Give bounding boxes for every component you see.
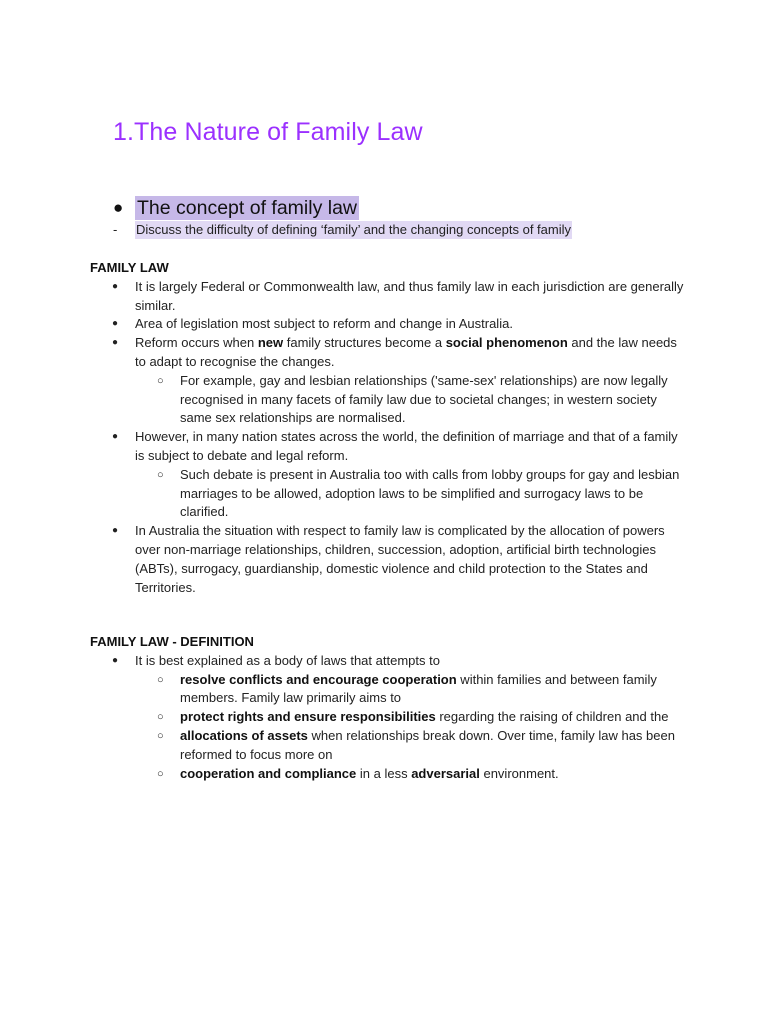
list-item — [90, 334, 690, 428]
sub-list-item — [135, 727, 690, 765]
bullet-marker: ● — [112, 318, 119, 330]
list-item — [90, 278, 690, 316]
sub-list-item — [135, 466, 690, 522]
family-law-heading: FAMILY LAW — [90, 260, 169, 275]
sub-list-item — [135, 765, 690, 784]
sub-list-item-text: in a less — [356, 765, 412, 781]
sub-list-item — [135, 372, 690, 428]
list-item — [90, 315, 690, 334]
sub-list — [135, 671, 690, 784]
dash-marker: - — [113, 222, 118, 237]
definition-heading: FAMILY LAW - DEFINITION — [90, 634, 254, 649]
list-item-text: Reform occurs when — [135, 335, 258, 351]
bold-term: adversarial — [411, 765, 480, 781]
sub-list-item-text: within families and between family members. Family law primarily aims to — [180, 671, 657, 706]
list-item-text: and the law needs to adapt to recognise the changes. — [135, 335, 677, 369]
concept-heading: The concept of family law — [137, 197, 358, 219]
circle-marker: ○ — [157, 673, 164, 686]
list-item — [90, 652, 690, 784]
bullet-marker: ● — [112, 654, 119, 666]
list-item-text: It is largely Federal or Commonwealth law, and thus family law in each jurisdiction are generally similar. — [135, 278, 684, 313]
list-item-text: In Australia the situation with respect to family law is complicated by the allocation of powers over non-marriage relationships, children, succession, adoption, artificial birth technologies (ABTs), surrogacy, guardianship, domestic violence and child protection to the States and Territories. — [135, 523, 665, 595]
definition-list — [90, 652, 690, 784]
bold-term: protect rights and ensure responsibilities — [180, 709, 436, 725]
bullet-marker: ● — [112, 337, 119, 349]
list-item-text: family structures become a — [283, 335, 446, 351]
bold-term: cooperation and compliance — [180, 765, 357, 781]
bullet-marker: ● — [112, 431, 119, 443]
sub-list-item — [135, 671, 690, 709]
sub-list — [135, 372, 690, 428]
sub-list-item-text: when relationships break down. Over time, family law has been reformed to focus more on — [180, 727, 675, 762]
bullet-marker: ● — [113, 198, 124, 217]
bold-term: resolve conflicts and encourage cooperation — [180, 671, 457, 687]
bold-term: social phenomenon — [445, 335, 568, 351]
sub-list — [135, 466, 690, 522]
circle-marker: ○ — [157, 711, 164, 724]
bullet-marker: ● — [112, 525, 119, 537]
sub-list-item-text: environment. — [479, 765, 559, 781]
list-item — [90, 522, 690, 597]
circle-marker: ○ — [157, 767, 164, 780]
page-title: 1.The Nature of Family Law — [113, 118, 423, 146]
sub-list-item — [135, 708, 690, 727]
list-item-text: It is best explained as a body of laws that attempts to — [135, 652, 440, 668]
sub-list-item-text: For example, gay and lesbian relationships ('same-sex' relationships) are now legally recognised in many facets of family law due to societal changes; in western society same sex relationships are normalised. — [180, 372, 668, 426]
list-item-text: Area of legislation most subject to reform and change in Australia. — [135, 316, 513, 332]
bullet-marker: ● — [112, 280, 119, 292]
definition-section — [90, 633, 690, 783]
sub-list-item-text: regarding the raising of children and the — [435, 709, 669, 725]
list-item — [90, 428, 690, 522]
family-law-list — [90, 278, 690, 598]
concept-subtext-row — [113, 221, 572, 239]
list-item-text: However, in many nation states across the world, the definition of marriage and that of a family is subject to debate and legal reform. — [135, 429, 678, 463]
sub-list-item-text: Such debate is present in Australia too with calls from lobby groups for gay and lesbian marriages to be allowed, adoption laws to be simplified and surrogacy laws to be clarified. — [180, 466, 680, 520]
bold-term: new — [257, 335, 284, 351]
circle-marker: ○ — [157, 729, 164, 742]
circle-marker: ○ — [157, 374, 164, 387]
bold-term: allocations of assets — [180, 727, 308, 743]
circle-marker: ○ — [157, 468, 164, 481]
family-law-section — [90, 259, 690, 597]
concept-section — [113, 196, 359, 220]
concept-subtext: Discuss the difficulty of defining ‘family’ and the changing concepts of family — [136, 222, 572, 237]
